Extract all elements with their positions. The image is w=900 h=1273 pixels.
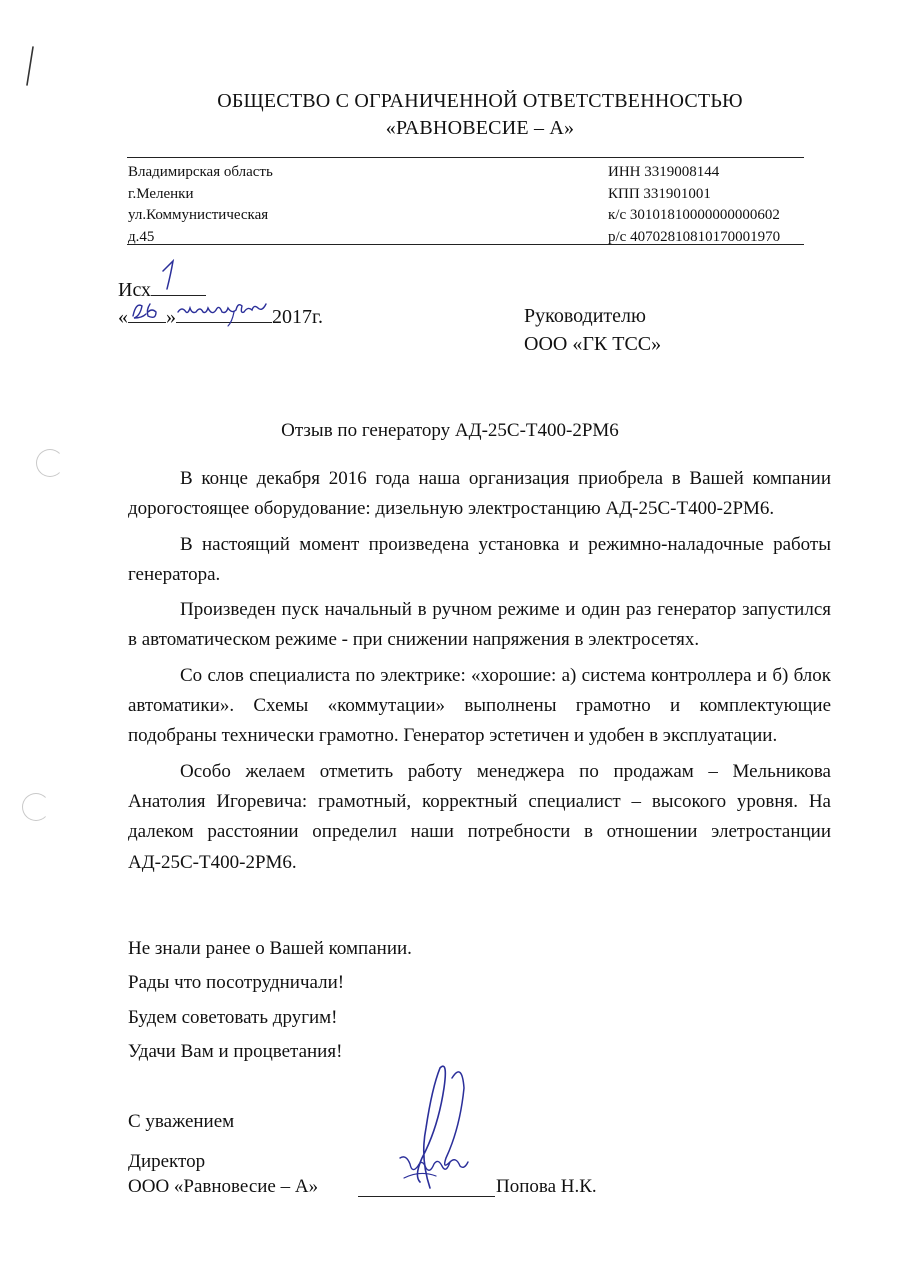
body-paragraph: Произведен пуск начальный в ручном режиме и один раз генератор запустился в автоматическом режиме - при снижении напряжения в электросетях. bbox=[128, 599, 831, 651]
letterhead-bottom-rule bbox=[127, 244, 804, 245]
org-address bbox=[128, 162, 273, 248]
closing-line: Не знали ранее о Вашей компании. bbox=[128, 938, 412, 959]
requisite-inn: ИНН 3319008144 bbox=[608, 164, 720, 180]
org-name-line2: «РАВНОВЕСИЕ – А» bbox=[385, 117, 575, 139]
requisite-correspondent-account: к/с 30101810000000000602 bbox=[608, 207, 780, 223]
letter-body bbox=[128, 464, 831, 883]
letter-subject: Отзыв по генератору АД-25С-Т400-2РМ6 bbox=[281, 420, 619, 441]
addressee-position: Руководителю bbox=[524, 305, 646, 327]
date-month-blank bbox=[176, 302, 272, 323]
outgoing-number bbox=[118, 275, 206, 303]
closing-line: Рады что посотрудничали! bbox=[128, 972, 345, 993]
requisite-settlement-account: р/с 40702810810170001970 bbox=[608, 228, 781, 245]
body-paragraph: В конце декабря 2016 года наша организация приобрела в Вашей компании дорогостоящее оборудование: дизельную электростанцию АД-25С-Т400-2РМ6. bbox=[128, 468, 831, 520]
closing-line: Удачи Вам и процветания! bbox=[128, 1041, 343, 1062]
outgoing-number-blank bbox=[151, 275, 206, 296]
handwritten-number-icon bbox=[157, 259, 183, 293]
org-name-line1: ОБЩЕСТВО С ОГРАНИЧЕННОЙ ОТВЕТСТВЕННОСТЬЮ bbox=[217, 90, 743, 112]
handwritten-day-icon bbox=[130, 298, 166, 322]
punch-hole-icon bbox=[22, 793, 50, 821]
letterhead-top-rule bbox=[127, 157, 804, 158]
closing-regards: С уважением bbox=[128, 1111, 235, 1132]
body-paragraph: Со слов специалиста по электрике: «хорошие: а) система контроллера и б) блок автоматики». Схемы «коммутации» выполнены грамотно и комплектующие подобраны технически грамотно. Генератор эстетичен и удобен в эксплуатации. bbox=[128, 664, 831, 747]
closing-line: Будем советовать другим! bbox=[128, 1007, 338, 1028]
date-day-blank bbox=[128, 302, 166, 323]
addressee-block bbox=[524, 302, 661, 358]
address-line: г.Меленки bbox=[128, 185, 194, 202]
address-line: ул.Коммунистическая bbox=[128, 207, 269, 223]
signer-name: Попова Н.К. bbox=[496, 1176, 597, 1197]
signer-organization: ООО «Равновесие – А» bbox=[128, 1176, 319, 1197]
date-open-quote: « bbox=[118, 306, 128, 328]
addressee-company: ООО «ГК ТСС» bbox=[524, 333, 662, 355]
punch-hole-icon bbox=[36, 449, 64, 477]
signer-position: Директор bbox=[128, 1151, 206, 1172]
pencil-mark-icon bbox=[22, 45, 38, 87]
address-line: д.45 bbox=[128, 228, 155, 245]
outgoing-number-label: Исх bbox=[118, 279, 152, 301]
handwritten-signature-icon bbox=[360, 1058, 510, 1198]
requisite-kpp: КПП 331901001 bbox=[608, 185, 711, 202]
body-paragraph: В настоящий момент произведена установка и режимно-наладочные работы генератора. bbox=[128, 533, 831, 585]
body-paragraph: Особо желаем отметить работу менеджера по продажам – Мельникова Анатолия Игоревича: грамотный, корректный специалист – высокого уровня. На далеком расстоянии определил наши потребности в отношении элетростанции АД-25С-Т400-2РМ6. bbox=[128, 760, 831, 873]
org-requisites bbox=[608, 162, 780, 248]
outgoing-date bbox=[118, 302, 323, 330]
address-line: Владимирская область bbox=[128, 164, 273, 180]
date-year: 2017г. bbox=[272, 306, 323, 328]
date-close-quote: » bbox=[166, 306, 176, 328]
